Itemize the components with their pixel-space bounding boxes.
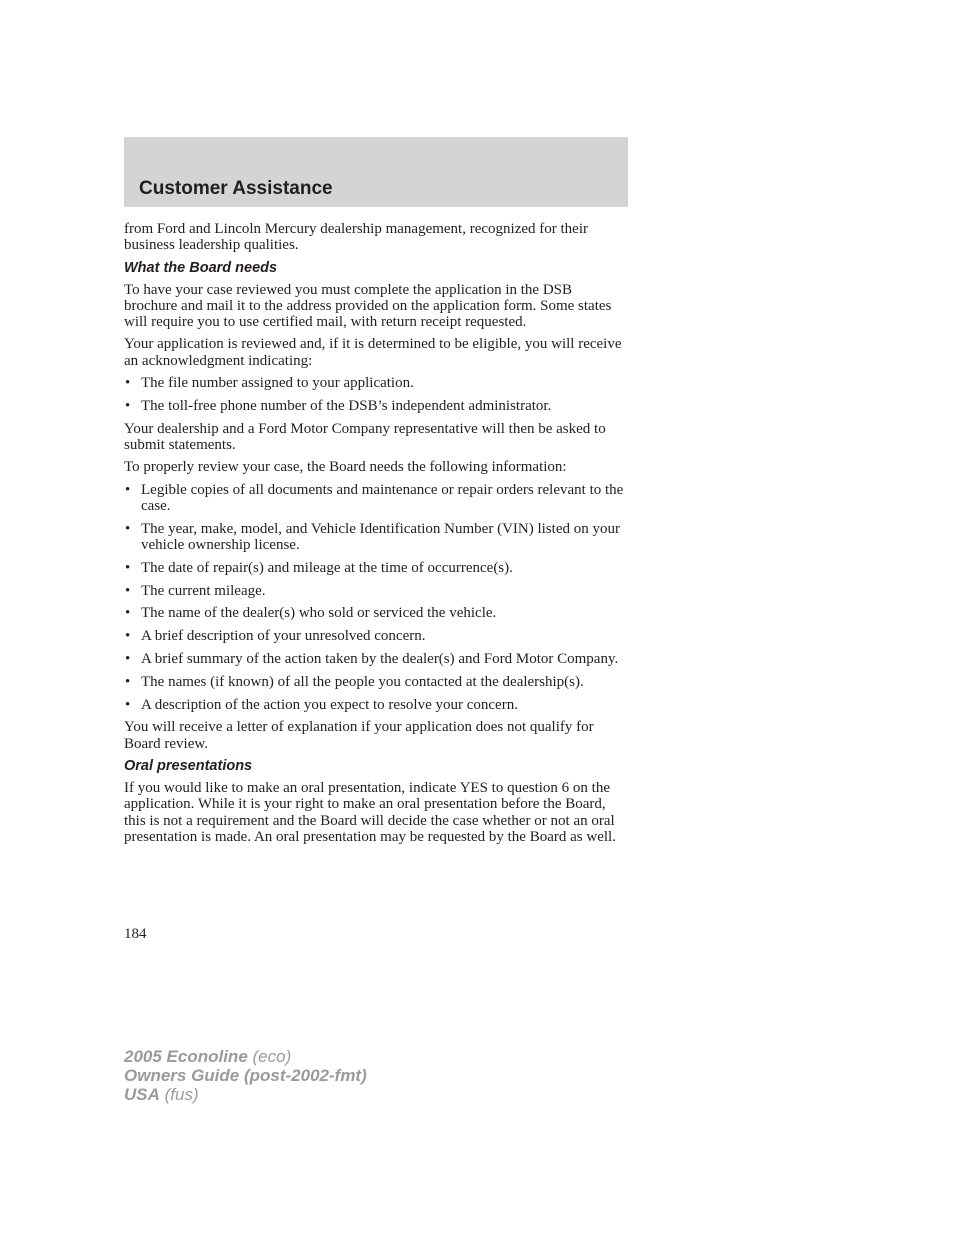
list-item: • The file number assigned to your application. [125, 375, 414, 392]
list-item: • The name of the dealer(s) who sold or serviced the vehicle. [125, 605, 497, 622]
section-heading-board-needs: What the Board needs [124, 259, 278, 276]
footer-line: Owners Guide (post-2002-fmt) [124, 1066, 367, 1085]
footer-line: USA (fus) [124, 1085, 199, 1104]
bullet-icon: • [125, 375, 131, 392]
paragraph: If you would like to make an oral presentation, indicate YES to question 6 on the application. While it is your right to make an oral presentation before the Board, this is not a requirement and the Board will decide the case whether or not an oral presentation is made. An oral presentation may be requested by the Board as well. [124, 779, 616, 845]
intro-paragraph: from Ford and Lincoln Mercury dealership management, recognized for their business leadership qualities. [124, 221, 588, 254]
bullet-icon: • [125, 673, 131, 690]
page-number: 184 [124, 926, 147, 942]
page-content [124, 221, 628, 851]
list-item: • The toll-free phone number of the DSB’s independent administrator. [125, 397, 552, 414]
paragraph: You will receive a letter of explanation if your application does not qualify for Board review. [124, 719, 594, 752]
section-heading-oral-presentations: Oral presentations [124, 757, 253, 774]
bullet-icon: • [125, 481, 131, 498]
paragraph: To have your case reviewed you must complete the application in the DSB brochure and mail it to the address provided on the application form. Some states will require you to use certified mail, with return receipt requested. [124, 281, 612, 331]
acknowledgment-list [124, 375, 628, 414]
list-item: • Legible copies of all documents and maintenance or repair orders relevant to the case. [125, 481, 624, 514]
bullet-icon: • [125, 582, 131, 599]
bullet-icon: • [125, 696, 131, 713]
list-item: • A brief description of your unresolved concern. [125, 628, 426, 645]
footer-line: 2005 Econoline (eco) [124, 1047, 292, 1066]
bullet-icon: • [125, 559, 131, 576]
list-item: • The names (if known) of all the people you contacted at the dealership(s). [125, 673, 584, 690]
bullet-icon: • [125, 628, 131, 645]
list-item: • A brief summary of the action taken by the dealer(s) and Ford Motor Company. [125, 650, 619, 667]
section-header-band [124, 137, 628, 207]
bullet-icon: • [125, 650, 131, 667]
paragraph: To properly review your case, the Board needs the following information: [124, 459, 567, 476]
required-information-list [124, 482, 628, 713]
bullet-icon: • [125, 397, 131, 414]
list-item: • A description of the action you expect to resolve your concern. [125, 696, 518, 713]
list-item: • The current mileage. [125, 582, 266, 599]
page-title: Customer Assistance [139, 178, 333, 199]
paragraph: Your dealership and a Ford Motor Company representative will then be asked to submit statements. [124, 420, 606, 453]
list-item: • The year, make, model, and Vehicle Identification Number (VIN) listed on your vehicle ownership license. [125, 520, 620, 553]
bullet-icon: • [125, 520, 131, 537]
list-item: • The date of repair(s) and mileage at the time of occurrence(s). [125, 559, 513, 576]
paragraph: Your application is reviewed and, if it is determined to be eligible, you will receive an acknowledgment indicating: [124, 336, 622, 369]
document-footer [124, 1047, 367, 1104]
bullet-icon: • [125, 605, 131, 622]
